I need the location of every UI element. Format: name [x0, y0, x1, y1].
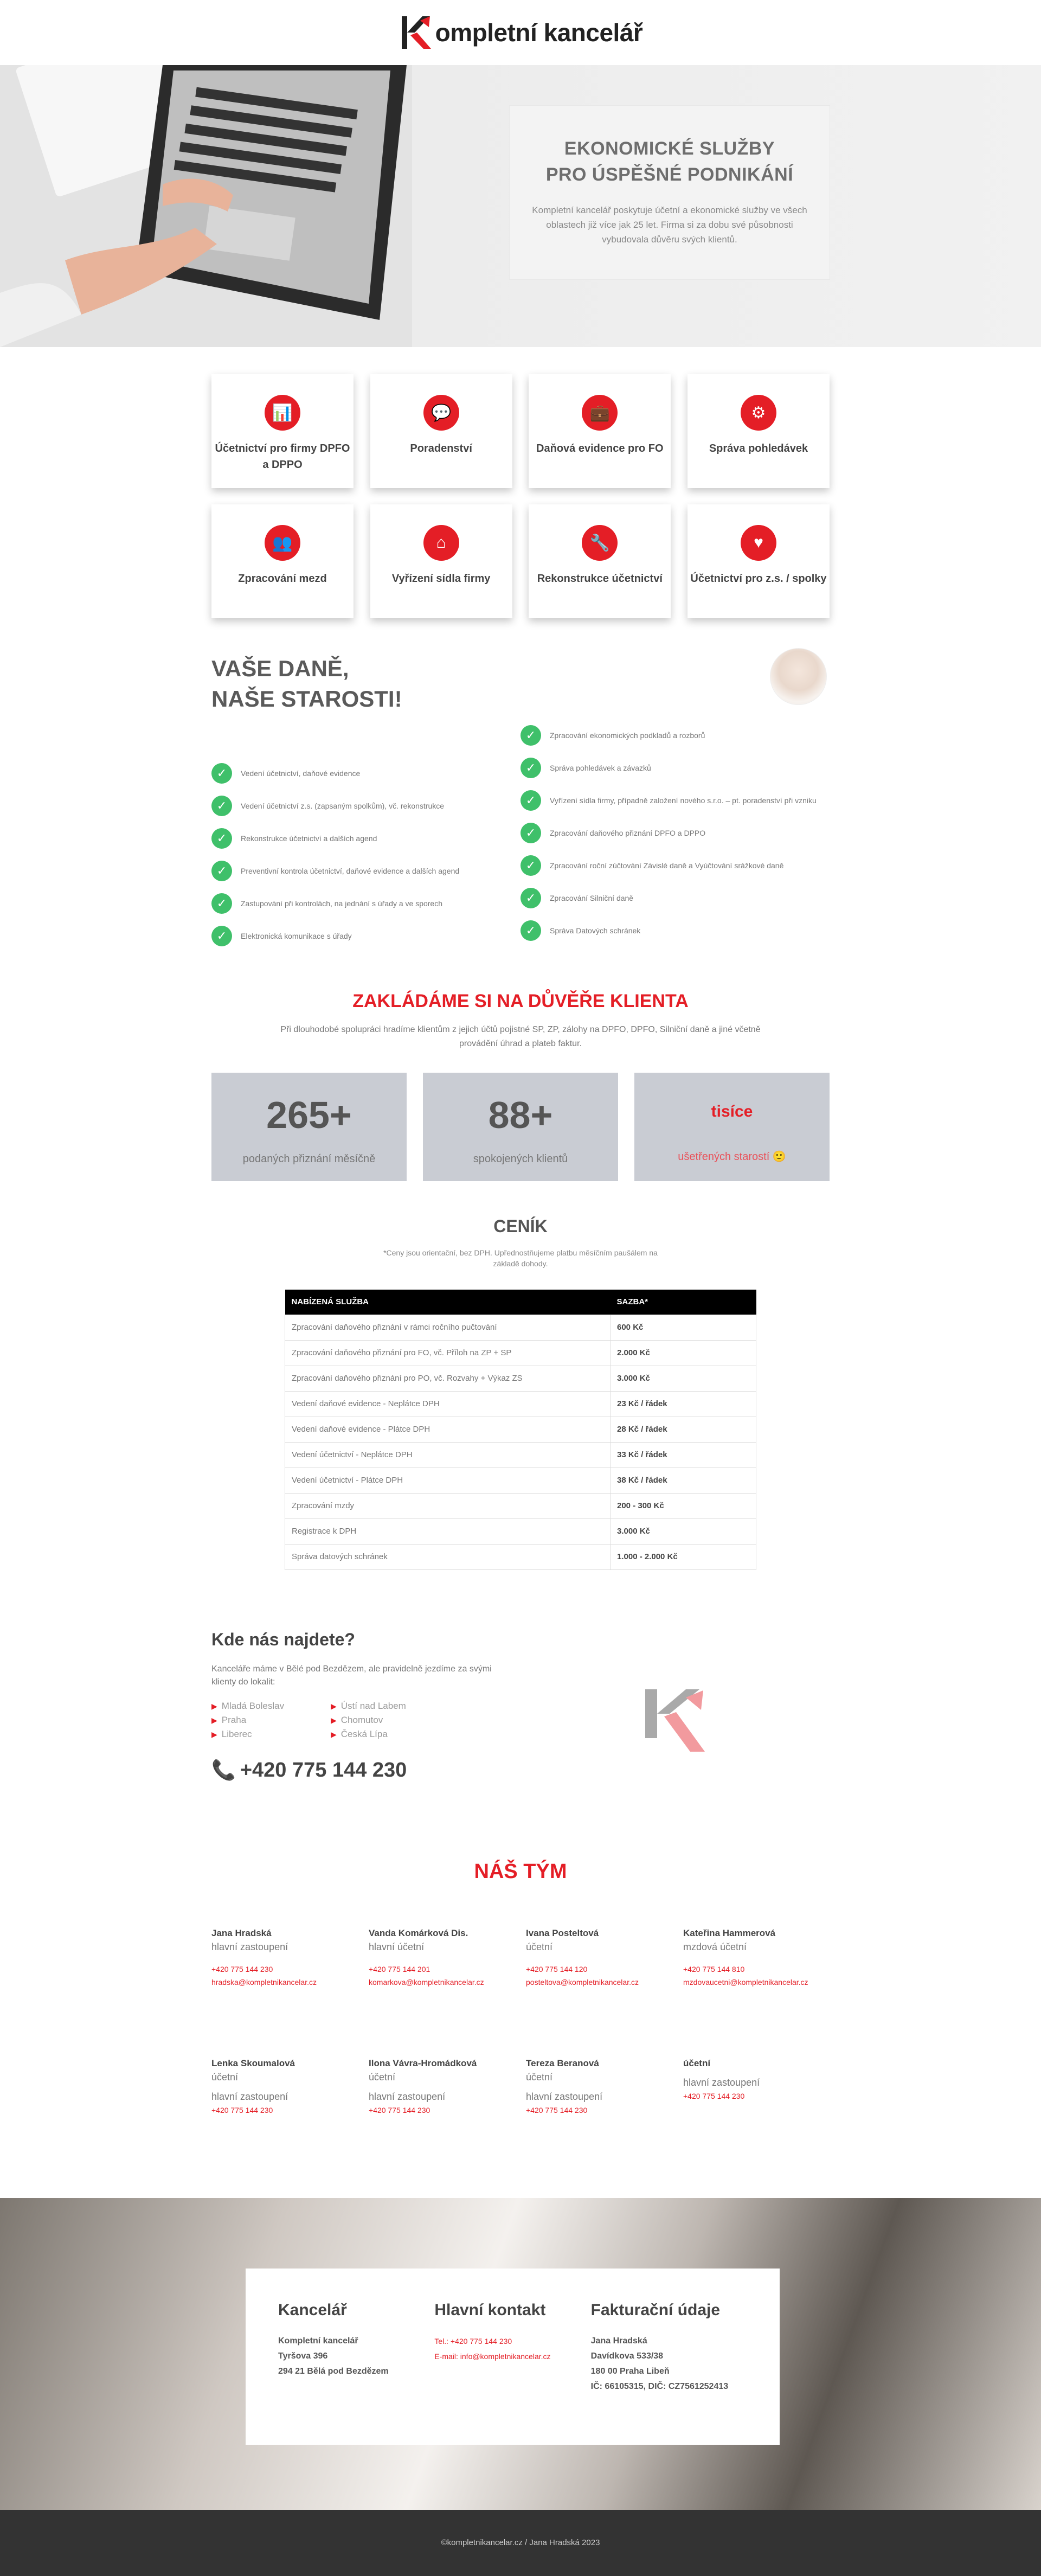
member-phone-link[interactable]: +420 775 144 230	[683, 2091, 745, 2100]
phone-number: +420 775 144 230	[240, 1758, 407, 1782]
table-row	[285, 1391, 756, 1417]
member-email-link[interactable]: posteltova@kompletnikancelar.cz	[526, 1977, 639, 1987]
team-member	[211, 2057, 358, 2160]
main-contact-title: Hlavní kontakt	[434, 2301, 546, 2319]
team-section	[211, 1860, 830, 2160]
main-contact-column	[434, 2301, 590, 2445]
team-member	[369, 2057, 515, 2160]
service-cell: Správa datových schránek	[285, 1544, 611, 1569]
check-icon: ✓	[520, 855, 541, 876]
member-name: Lenka Skoumalová	[211, 2058, 295, 2068]
gear-icon: ⚙	[741, 395, 776, 431]
taxes-section	[211, 653, 830, 958]
billing-line: IČ: 66105315, DIČ: CZ7561252413	[590, 2381, 729, 2391]
triangle-right-icon: ▶	[211, 1715, 217, 1725]
list-item: ▶ Česká Lípa	[331, 1728, 388, 1739]
service-cell: Zpracování daňového přiznání pro FO, vč. Příloh na ZP + SP	[285, 1340, 611, 1366]
service-cell: Vedení daňové evidence - Plátce DPH	[285, 1417, 611, 1442]
list-item: ✓ Správa pohledávek a závazků	[520, 758, 830, 778]
member-email-link[interactable]: komarkova@kompletnikancelar.cz	[369, 1977, 484, 1987]
team-member	[369, 1927, 515, 2030]
list-item: ✓ Zpracování ekonomických podkladů a rozborů	[520, 725, 830, 746]
member-role: hlavní účetní	[369, 1941, 425, 1952]
billing-line: Davídkova 533/38	[590, 2351, 664, 2361]
stats-row	[211, 1073, 830, 1181]
member-role-secondary: hlavní zastoupení	[211, 2091, 288, 2102]
service-label: Rekonstrukce účetnictví	[537, 573, 663, 585]
table-row	[285, 1518, 756, 1544]
service-cell: Vedení účetnictví - Plátce DPH	[285, 1468, 611, 1493]
price-cell: 3.000 Kč	[611, 1518, 756, 1544]
logo-mark-icon	[642, 1678, 713, 1760]
service-card-consulting[interactable]	[370, 374, 512, 488]
list-item: ▶ Chomutov	[331, 1714, 383, 1725]
table-row	[285, 1366, 756, 1391]
stat-card	[423, 1073, 618, 1181]
table-row	[285, 1417, 756, 1442]
table-row	[285, 1468, 756, 1493]
member-contact	[369, 1963, 515, 1989]
member-role-secondary: hlavní zastoupení	[369, 2091, 446, 2102]
check-icon: ✓	[211, 796, 232, 816]
stat-label: ušetřených starostí 🙂	[678, 1151, 786, 1163]
service-card-accounting[interactable]	[211, 374, 354, 488]
list-item: ▶ Liberec	[211, 1728, 252, 1739]
hero-text-box	[510, 106, 830, 279]
member-name: Vanda Komárková Dis.	[369, 1927, 468, 1938]
pricing-note: *Ceny jsou orientační, bez DPH. Upřednostňujeme platbu měsíčním paušálem na základě dohody.	[383, 1248, 658, 1268]
team-member	[526, 2057, 672, 2160]
taxes-list-left	[211, 725, 520, 958]
price-cell: 200 - 300 Kč	[611, 1493, 756, 1518]
member-role: účetní	[369, 2071, 396, 2082]
office-column	[278, 2301, 434, 2445]
team-member	[211, 1927, 358, 2030]
service-label: Účetnictví pro z.s. / spolky	[690, 573, 827, 585]
hero-laptop-image	[0, 65, 412, 347]
billing-line: 180 00 Praha Libeň	[590, 2366, 670, 2376]
check-icon: ✓	[520, 790, 541, 811]
tools-icon: 🔧	[582, 525, 618, 561]
member-name: Kateřina Hammerová	[683, 1927, 776, 1938]
office-line: Kompletní kancelář	[278, 2336, 358, 2346]
check-icon: ✓	[520, 758, 541, 778]
list-item: ✓ Zastupování při kontrolách, na jednání s úřady a ve sporech	[211, 893, 520, 914]
check-icon: ✓	[211, 861, 232, 881]
triangle-right-icon: ▶	[211, 1701, 217, 1710]
check-icon: ✓	[520, 920, 541, 941]
price-cell: 38 Kč / řádek	[611, 1468, 756, 1493]
list-item: ✓ Vedení účetnictví z.s. (zapsaným spolkům), vč. rekonstrukce	[211, 796, 520, 816]
member-role: účetní	[526, 2071, 553, 2082]
triangle-right-icon: ▶	[211, 1729, 217, 1739]
table-row	[285, 1493, 756, 1518]
service-card-registered-office[interactable]	[370, 504, 512, 618]
list-item: ✓ Správa Datových schránek	[520, 920, 830, 941]
member-phone-link[interactable]: +420 775 144 120	[526, 1964, 588, 1973]
house-icon: ⌂	[423, 525, 459, 561]
member-email-link[interactable]: hradska@kompletnikancelar.cz	[211, 1977, 317, 1987]
list-item: ✓ Rekonstrukce účetnictví a dalších agend	[211, 828, 520, 849]
phone-icon: 📞	[211, 1759, 236, 1781]
list-item: ✓ Zpracování daňového přiznání DPFO a DPPO	[520, 823, 830, 843]
team-title: NÁŠ TÝM	[474, 1860, 567, 1883]
main-email-link[interactable]: E-mail: info@kompletnikancelar.cz	[434, 2351, 551, 2361]
billing-line: Jana Hradská	[590, 2336, 647, 2346]
hero-section	[0, 65, 1041, 347]
member-role: mzdová účetní	[683, 1941, 747, 1952]
member-phone-link[interactable]: +420 775 144 230	[369, 2105, 430, 2114]
member-phone-link[interactable]: +420 775 144 810	[683, 1964, 745, 1973]
site-logo[interactable]	[399, 11, 643, 54]
list-item: ✓ Vedení účetnictví, daňové evidence	[211, 763, 520, 784]
triangle-right-icon: ▶	[331, 1715, 337, 1725]
people-icon: 👥	[265, 525, 300, 561]
stat-value: tisíce	[711, 1103, 753, 1120]
member-phone-link[interactable]: +420 775 144 230	[526, 2105, 588, 2114]
billing-title: Fakturační údaje	[590, 2301, 721, 2319]
check-icon: ✓	[520, 725, 541, 746]
service-cell: Vedení daňové evidence - Neplátce DPH	[285, 1391, 611, 1417]
chart-icon: 📊	[265, 395, 300, 431]
hero-title: EKONOMICKÉ SLUŽBY PRO ÚSPĚŠNÉ PODNIKÁNÍ	[545, 138, 794, 185]
member-phone-link[interactable]: +420 775 144 230	[211, 2105, 273, 2114]
table-row	[285, 1340, 756, 1366]
member-phone-link[interactable]: +420 775 144 201	[369, 1964, 430, 1973]
price-cell: 1.000 - 2.000 Kč	[611, 1544, 756, 1569]
member-email-link[interactable]: mzdovaucetni@kompletnikancelar.cz	[683, 1977, 808, 1987]
service-label: Poradenství	[410, 443, 472, 454]
service-label: Účetnictví pro firmy DPFO a DPPO	[215, 443, 350, 471]
office-title: Kancelář	[278, 2301, 347, 2319]
team-member	[683, 2057, 830, 2160]
contact-band	[0, 2198, 1041, 2510]
check-icon: ✓	[211, 763, 232, 784]
site-header	[0, 0, 1041, 65]
price-cell: 28 Kč / řádek	[611, 1417, 756, 1442]
column-header-price: SAZBA*	[611, 1290, 756, 1315]
member-contact	[526, 2104, 672, 2117]
member-name: Ivana Posteltová	[526, 1927, 599, 1938]
service-label: Zpracování mezd	[238, 573, 327, 585]
member-name: Tereza Beranová	[526, 2058, 599, 2068]
member-name: Jana Hradská	[211, 1927, 272, 1938]
phone-link[interactable]	[211, 1759, 830, 1782]
list-item: ✓ Zpracování roční zúčtování Závislé daně a Vyúčtování srážkové daně	[520, 855, 830, 876]
member-role: hlavní zastoupení	[211, 1941, 288, 1952]
member-contact	[211, 1963, 358, 1989]
stat-label: spokojených klientů	[473, 1153, 568, 1165]
service-card-tax-records[interactable]	[529, 374, 671, 488]
city-list	[211, 1701, 830, 1740]
price-cell: 600 Kč	[611, 1315, 756, 1340]
list-item: ▶ Mladá Boleslav	[211, 1700, 285, 1711]
team-member	[683, 1927, 830, 2030]
check-icon: ✓	[520, 823, 541, 843]
stat-card	[211, 1073, 407, 1181]
location-text: Kanceláře máme v Bělé pod Bezdězem, ale pravidelně jezdíme za svými klienty do lokalit:	[211, 1664, 492, 1687]
member-role-secondary: hlavní zastoupení	[526, 2091, 603, 2102]
list-item: ✓ Zpracování Silniční daně	[520, 888, 830, 908]
list-item: ✓ Vyřízení sídla firmy, případně založení nového s.r.o. – pt. poradenství při vzniku	[520, 790, 830, 811]
team-member	[526, 1927, 672, 2030]
trust-section	[0, 991, 1041, 1181]
stat-label: podaných přiznání měsíčně	[242, 1153, 376, 1165]
billing-column	[591, 2301, 747, 2445]
column-header-service: NABÍZENÁ SLUŽBA	[285, 1290, 611, 1315]
service-cell: Zpracování daňového přiznání v rámci ročního pučtování	[285, 1315, 611, 1340]
member-contact	[683, 2090, 830, 2103]
member-name: účetní	[683, 2058, 711, 2068]
pricing-table	[285, 1290, 756, 1570]
member-contact	[369, 2104, 515, 2117]
logo-mark-icon	[399, 11, 433, 54]
member-role: účetní	[211, 2071, 239, 2082]
service-card-receivables[interactable]	[687, 374, 830, 488]
chat-icon: 💬	[423, 395, 459, 431]
service-cell: Vedení účetnictví - Neplátce DPH	[285, 1442, 611, 1468]
service-card-payroll[interactable]	[211, 504, 354, 618]
check-icon: ✓	[211, 893, 232, 914]
list-item: ✓ Preventivní kontrola účetnictví, daňové evidence a dalších agend	[211, 861, 520, 881]
service-card-associations[interactable]	[687, 504, 830, 618]
service-label: Vyřízení sídla firmy	[391, 573, 491, 585]
location-section	[211, 1630, 830, 1803]
table-row	[285, 1442, 756, 1468]
service-cell: Zpracování mzdy	[285, 1493, 611, 1518]
member-contact	[526, 1963, 672, 1989]
table-header-row	[285, 1290, 756, 1315]
service-cell: Zpracování daňového přiznání pro PO, vč. Rozvahy + Výkaz ZS	[285, 1366, 611, 1391]
trust-text: Při dlouhodobé spolupráci hradíme klientům z jejich účtů pojistné SP, ZP, zálohy na DPFO, DPFO, Silniční daně a jiné včetně provádění úhrad a plateb faktur.	[280, 1025, 761, 1048]
service-card-reconstruction[interactable]	[529, 504, 671, 618]
check-icon: ✓	[211, 828, 232, 849]
table-row	[285, 1544, 756, 1569]
check-icon: ✓	[211, 926, 232, 946]
office-line: Tyršova 396	[278, 2351, 328, 2361]
member-contact	[211, 2104, 358, 2117]
price-cell: 23 Kč / řádek	[611, 1391, 756, 1417]
member-role-secondary: hlavní zastoupení	[683, 2077, 760, 2088]
price-cell: 2.000 Kč	[611, 1340, 756, 1366]
location-title: Kde nás najdete?	[211, 1629, 355, 1649]
member-name: Ilona Vávra-Hromádková	[369, 2058, 477, 2068]
member-role: účetní	[526, 1941, 553, 1952]
member-phone-link[interactable]: +420 775 144 230	[211, 1964, 273, 1973]
copyright-text: ©kompletnikancelar.cz / Jana Hradská 2023	[441, 2537, 600, 2547]
avatar	[770, 648, 827, 705]
logo-text: ompletní kancelář	[435, 18, 643, 47]
list-item: ▶ Praha	[211, 1714, 247, 1725]
trust-title: ZAKLÁDÁME SI NA DŮVĚŘE KLIENTA	[352, 991, 689, 1011]
contact-card	[246, 2269, 780, 2445]
main-phone-link[interactable]: Tel.: +420 775 144 230	[434, 2336, 512, 2346]
taxes-list-right	[520, 725, 830, 958]
stat-value: 88+	[488, 1094, 553, 1136]
pricing-title: CENÍK	[493, 1216, 548, 1236]
price-cell: 3.000 Kč	[611, 1366, 756, 1391]
taxes-title: VAŠE DANĚ, NAŠE STAROSTI!	[211, 656, 402, 712]
services-grid	[211, 374, 830, 618]
list-item: ▶ Ústí nad Labem	[331, 1700, 406, 1711]
heart-hand-icon: ♥	[741, 525, 776, 561]
hero-description: Kompletní kancelář poskytuje účetní a ekonomické služby ve všech oblastech již více jak 25 let. Firma si za dobu své působnosti vybudovala důvěru svých klientů.	[532, 205, 807, 245]
member-contact	[683, 1963, 830, 1989]
price-cell: 33 Kč / řádek	[611, 1442, 756, 1468]
briefcase-icon: 💼	[582, 395, 618, 431]
triangle-right-icon: ▶	[331, 1701, 337, 1710]
stat-value: 265+	[266, 1094, 352, 1136]
triangle-right-icon: ▶	[331, 1729, 337, 1739]
table-row	[285, 1315, 756, 1340]
check-icon: ✓	[520, 888, 541, 908]
list-item: ✓ Elektronická komunikace s úřady	[211, 926, 520, 946]
service-cell: Registrace k DPH	[285, 1518, 611, 1544]
stat-card	[634, 1073, 830, 1181]
team-grid	[211, 1927, 830, 2160]
pricing-section	[0, 1216, 1041, 1570]
service-label: Daňová evidence pro FO	[536, 443, 664, 454]
office-line: 294 21 Bělá pod Bezdězem	[278, 2366, 389, 2376]
site-footer	[0, 2510, 1041, 2576]
service-label: Správa pohledávek	[709, 443, 808, 454]
